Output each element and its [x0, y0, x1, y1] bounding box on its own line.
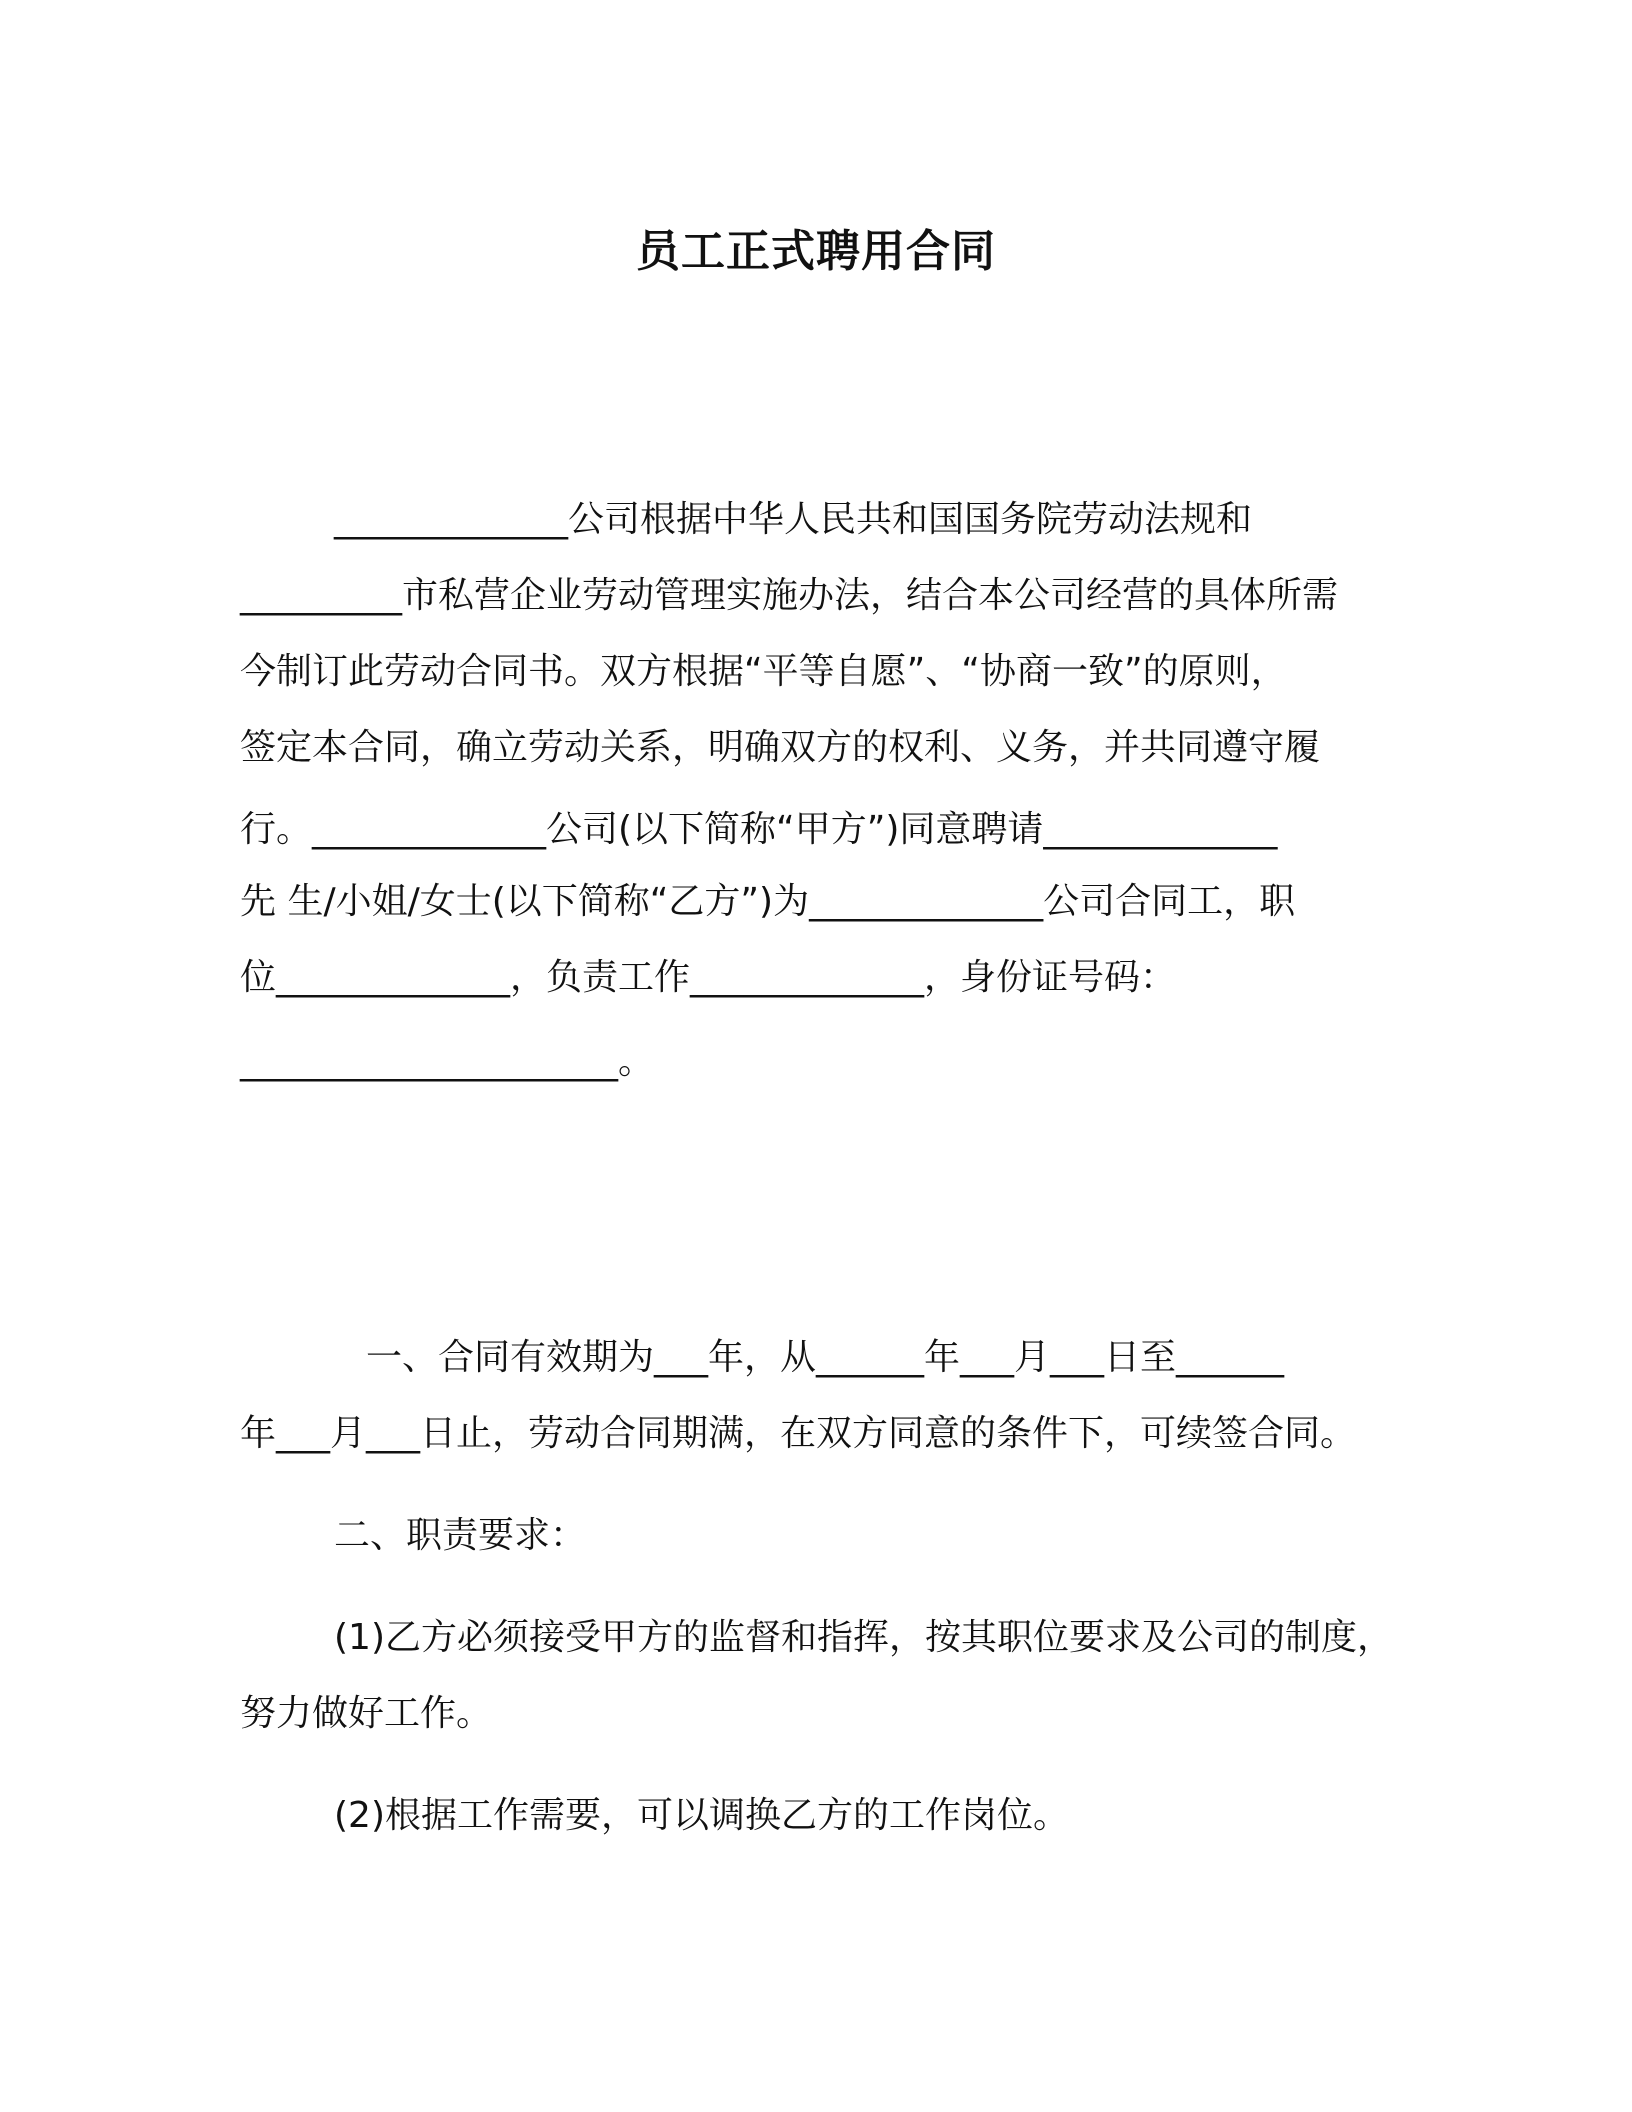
- intro-line-5: 行。_____________公司(以下简称“甲方”)同意聘请_____________: [240, 809, 1278, 850]
- section1-line-1: 一、合同有效期为___年，从______年___月___日至______: [366, 1337, 1285, 1378]
- item2-line: (2)根据工作需要，可以调换乙方的工作岗位。: [334, 1795, 1069, 1836]
- intro-line-2: _________市私营企业劳动管理实施办法，结合本公司经营的具体所需: [240, 575, 1339, 616]
- section2-heading: 二、职责要求：: [334, 1515, 587, 1556]
- intro-line-7: 位_____________，负责工作_____________，身份证号码：: [240, 957, 1177, 998]
- intro-line-1: _____________公司根据中华人民共和国国务院劳动法规和: [334, 499, 1253, 540]
- document-title: 员工正式聘用合同: [636, 226, 996, 277]
- intro-line-4: 签定本合同，确立劳动关系，明确双方的权利、义务，并共同遵守履: [240, 727, 1321, 768]
- item1-line-1: (1)乙方必须接受甲方的监督和指挥，按其职位要求及公司的制度，: [334, 1617, 1393, 1658]
- item1-line-2: 努力做好工作。: [240, 1693, 493, 1734]
- section1-line-2: 年___月___日止，劳动合同期满，在双方同意的条件下，可续签合同。: [240, 1413, 1357, 1454]
- intro-line-8: _____________________。: [240, 1041, 654, 1082]
- intro-line-6: 先 生/小姐/女士(以下简称“乙方”)为_____________公司合同工，职: [240, 881, 1296, 922]
- intro-line-3: 今制订此劳动合同书。双方根据“平等自愿”、“协商一致”的原则，: [240, 651, 1287, 692]
